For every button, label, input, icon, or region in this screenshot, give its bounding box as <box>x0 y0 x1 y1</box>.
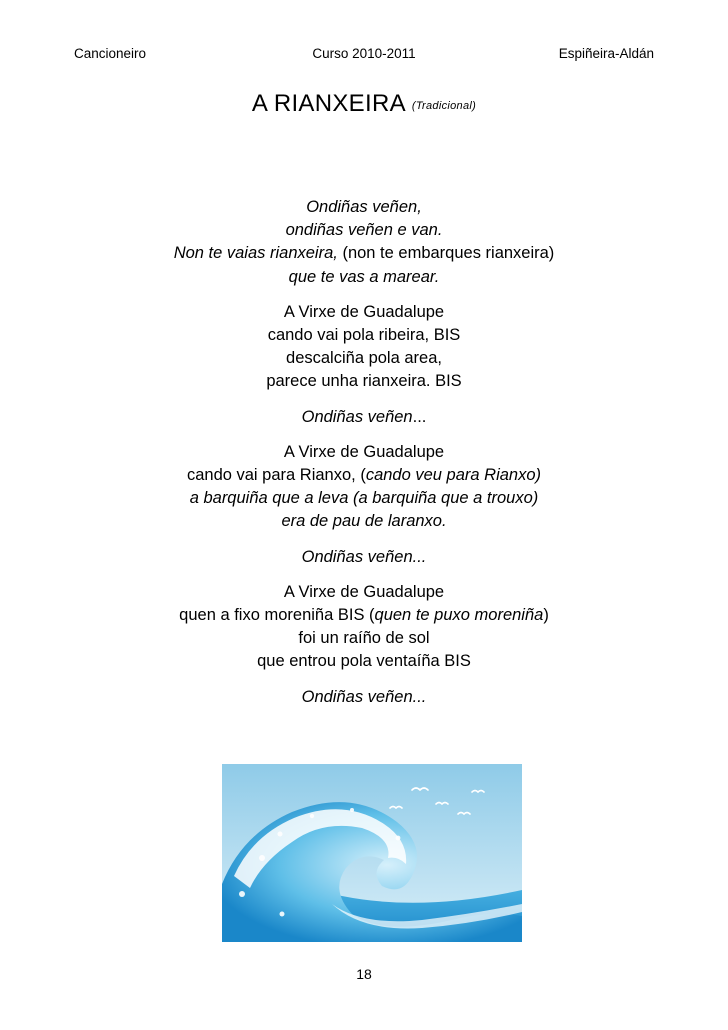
refrain-1 <box>0 406 728 429</box>
chorus-line-3 <box>0 242 728 265</box>
verse-3-line-3: foi un raíño de sol <box>298 629 430 648</box>
song-title <box>0 90 728 118</box>
page-number: 18 <box>356 966 372 982</box>
wave-image <box>222 764 522 942</box>
refrain-3-line: Ondiñas veñen... <box>301 687 427 706</box>
refrain-1-line <box>0 406 728 429</box>
verse-3-line-2-italic: quen te puxo moreniña <box>374 606 544 625</box>
chorus-line-1: Ondiñas veñen, <box>306 198 422 216</box>
header-right: Espiñeira-Aldán <box>558 46 654 61</box>
song-title-sub: (Tradicional) <box>411 100 477 112</box>
verse-3-line-1: A Virxe de Guadalupe <box>283 582 445 601</box>
refrain-2 <box>0 546 728 569</box>
verse-2-line-3: a barquiña que a leva (a barquiña que a trouxo) <box>189 489 539 508</box>
page-header <box>74 46 654 66</box>
verse-1-line-3: descalciña pola area, <box>286 349 442 368</box>
verse-2-line-2-plain: cando vai para Rianxo, ( <box>186 466 366 485</box>
verse-3-line-2-plain: quen a fixo moreniña BIS ( <box>179 606 375 625</box>
verse-3-line-2-close: ) <box>543 606 549 625</box>
chorus-line-3-italic: Non te vaias rianxeira, <box>173 244 338 263</box>
chorus-line-4: que te vas a marear. <box>288 267 440 286</box>
song-title-main: A RIANXEIRA <box>251 90 406 117</box>
verse-3 <box>0 581 728 674</box>
verse-2 <box>0 441 728 534</box>
verse-3-line-4: que entrou pola ventaíña BIS <box>257 652 471 671</box>
refrain-1-dots: ... <box>412 407 427 426</box>
verse-2-line-2 <box>0 464 728 487</box>
verse-1-line-4: parece unha rianxeira. BIS <box>266 372 462 391</box>
chorus-line-3-plain: (non te embarques rianxeira) <box>337 244 555 263</box>
header-center: Curso 2010-2011 <box>312 46 416 61</box>
verse-1-line-1: A Virxe de Guadalupe <box>283 302 445 321</box>
refrain-3 <box>0 686 728 709</box>
verse-1-line-2: cando vai pola ribeira, BIS <box>267 326 461 345</box>
refrain-2-line: Ondiñas veñen... <box>301 547 427 566</box>
verse-2-line-2-italic: cando veu para Rianxo) <box>365 466 542 485</box>
lyrics <box>0 196 728 721</box>
chorus <box>0 196 728 289</box>
wave-illustration <box>222 764 522 942</box>
verse-2-line-1: A Virxe de Guadalupe <box>283 442 445 461</box>
verse-3-line-2 <box>0 604 728 627</box>
refrain-1-text: Ondiñas veñen <box>301 407 413 426</box>
verse-1 <box>0 301 728 394</box>
chorus-line-2: ondiñas veñen e van. <box>285 221 443 240</box>
verse-2-line-4: era de pau de laranxo. <box>281 512 447 531</box>
header-left: Cancioneiro <box>74 46 147 61</box>
